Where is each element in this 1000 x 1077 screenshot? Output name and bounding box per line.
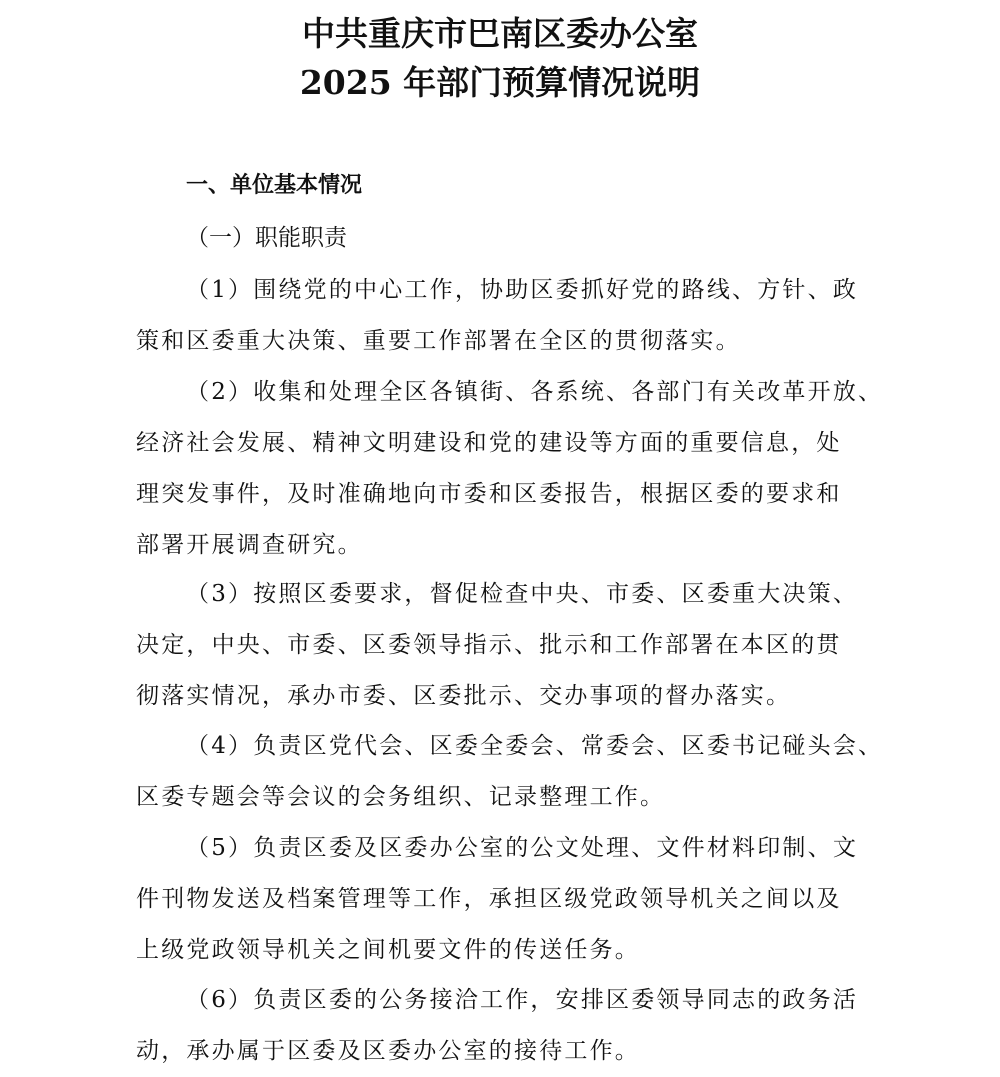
paragraph-line: 决定，中央、市委、区委领导指示、批示和工作部署在本区的贯 — [136, 632, 842, 658]
paragraph-line: 件刊物发送及档案管理等工作，承担区级党政领导机关之间以及 — [136, 886, 842, 912]
document-title-line-2: 2025 年部门预算情况说明 — [299, 63, 701, 102]
paragraph-2 — [136, 367, 892, 571]
paragraph-line: 区委专题会等会议的会务组织、记录整理工作。 — [136, 784, 666, 810]
paragraph-line: 理突发事件，及时准确地向市委和区委报告，根据区委的要求和 — [136, 481, 842, 507]
subsection-heading: （一）职能职责 — [186, 225, 347, 251]
paragraph-line: 彻落实情况，承办市委、区委批示、交办事项的督办落实。 — [136, 683, 792, 709]
paragraph-line: （2）收集和处理全区各镇街、各系统、各部门有关改革开放、 — [186, 379, 884, 405]
paragraph-line: 上级党政领导机关之间机要文件的传送任务。 — [136, 937, 640, 963]
paragraph-5 — [136, 823, 892, 976]
paragraph-line: 经济社会发展、精神文明建设和党的建设等方面的重要信息，处 — [136, 430, 842, 456]
section-heading: 一、单位基本情况 — [186, 173, 363, 198]
paragraph-line: 策和区委重大决策、重要工作部署在全区的贯彻落实。 — [136, 328, 741, 354]
paragraph-line: （5）负责区委及区委办公室的公文处理、文件材料印制、文 — [186, 835, 859, 861]
paragraph-line: 部署开展调查研究。 — [136, 532, 363, 558]
paragraph-line: 动，承办属于区委及区委办公室的接待工作。 — [136, 1038, 640, 1064]
paragraph-4 — [136, 721, 892, 823]
paragraph-line: （3）按照区委要求，督促检查中央、市委、区委重大决策、 — [186, 581, 859, 607]
paragraph-line: （6）负责区委的公务接洽工作，安排区委领导同志的政务活 — [186, 987, 859, 1013]
paragraph-line: （4）负责区党代会、区委全委会、常委会、区委书记碰头会、 — [186, 733, 884, 759]
paragraph-line: （1）围绕党的中心工作，协助区委抓好党的路线、方针、政 — [186, 277, 859, 303]
paragraph-1 — [136, 265, 892, 367]
paragraph-3 — [136, 569, 892, 722]
document-title-line-1: 中共重庆市巴南区委办公室 — [302, 14, 698, 53]
paragraph-6 — [136, 975, 892, 1077]
